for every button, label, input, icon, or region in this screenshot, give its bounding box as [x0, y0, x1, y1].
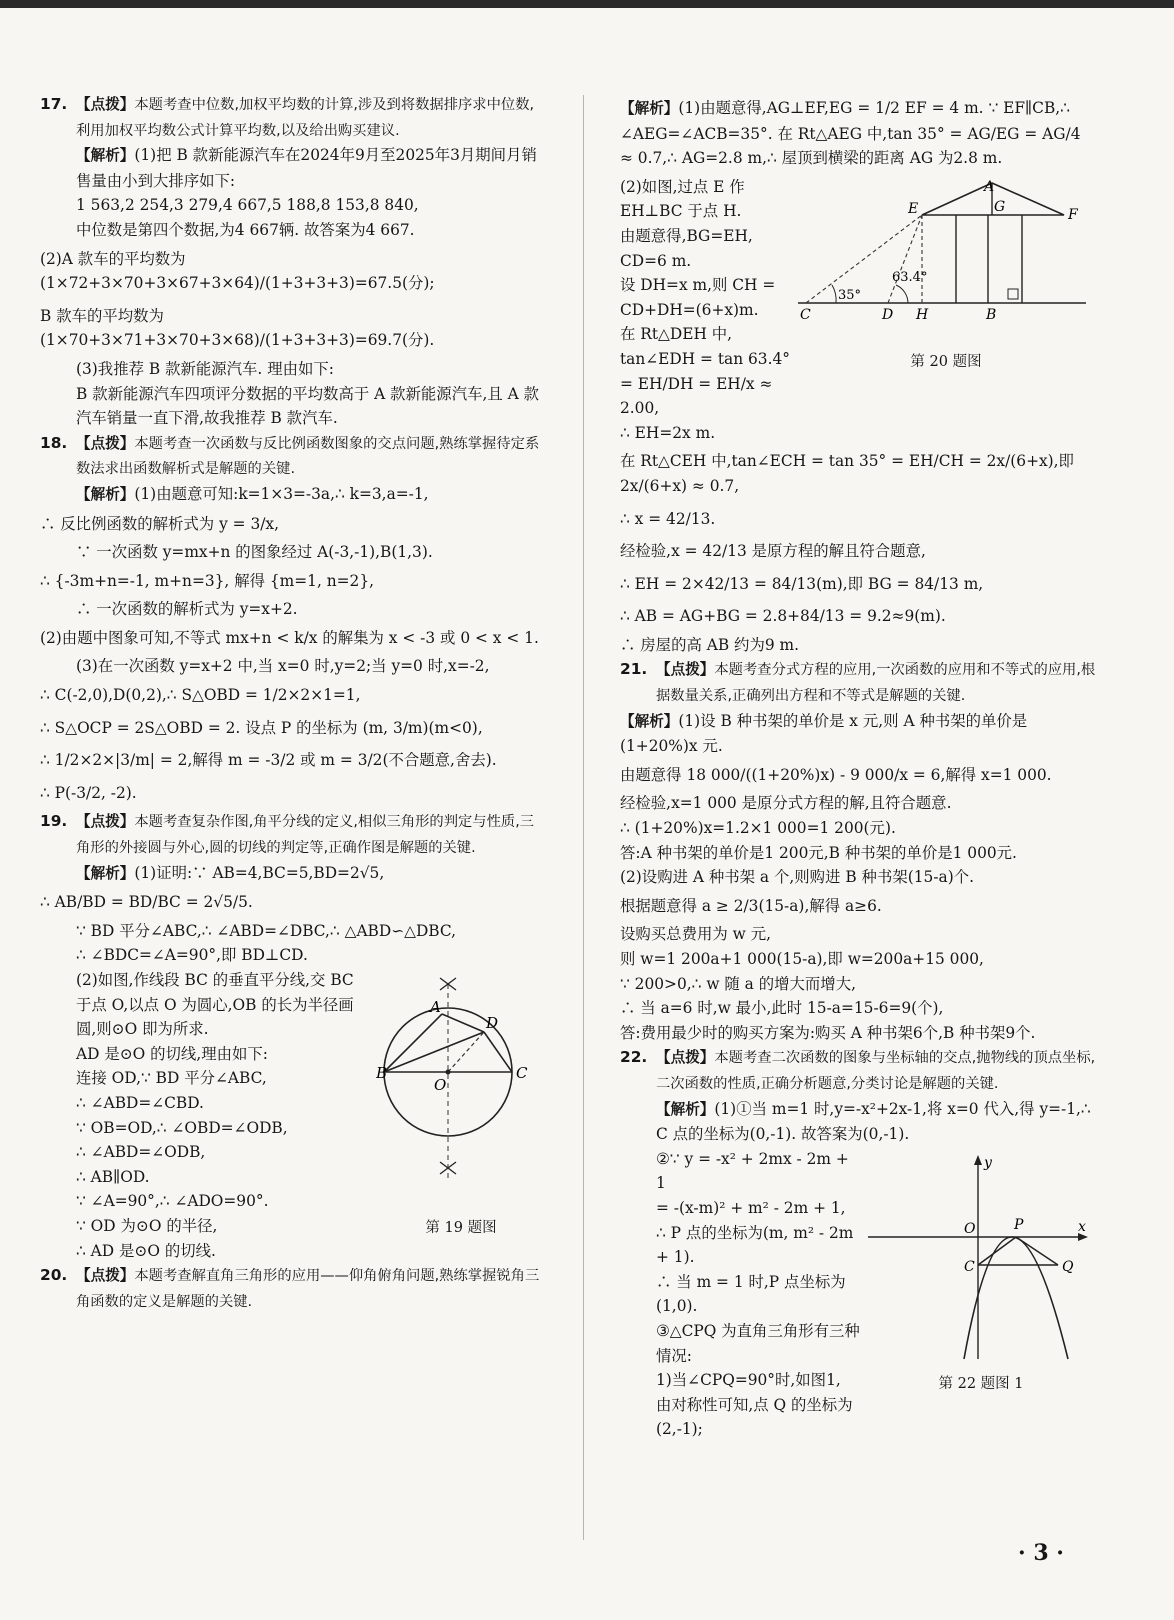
- line-text: (1)把 B 款新能源汽车在2024年9月至2025年3月期间月销售量由小到大排序如下:: [76, 146, 537, 190]
- label-o: O: [434, 1076, 447, 1094]
- text-line: [40, 243, 546, 300]
- segment-od: [448, 1032, 484, 1072]
- line-text: ∴ EH = 2×42/13 = 84/13(m),即 BG = 84/13 m,: [620, 574, 984, 593]
- text-line: [620, 709, 1096, 759]
- q20-figure-block: [620, 175, 1096, 446]
- line-text: ∴ (1+20%)x=1.2×1 000=1 200(元).: [620, 819, 896, 838]
- line-text: (1)证明:∵ AB=4,BC=5,BD=2√5,: [134, 863, 385, 882]
- text-line: [620, 633, 1096, 658]
- text-line: [40, 679, 546, 712]
- text-line: [620, 865, 1096, 890]
- text-line: ∴ EH=2x m.: [620, 423, 716, 442]
- text-line: 1)当∠CPQ=90°时,如图1,: [656, 1371, 841, 1390]
- hint-label: 【点拨】: [76, 96, 135, 113]
- hint-label: 【点拨】: [76, 1267, 135, 1285]
- label-h: H: [916, 306, 929, 323]
- line-text: 则 w=1 200a+1 000(15-a),即 w=200a+15 000,: [620, 950, 984, 968]
- text-line: ∴ P 点的坐标为(m, m² - 2m + 1).: [656, 1223, 854, 1267]
- text-line: [40, 943, 546, 968]
- text-line: [40, 92, 546, 143]
- label-g: G: [994, 198, 1006, 215]
- label-angle-35: 35°: [838, 287, 862, 303]
- line-text: (1)由题意得,AG⊥EF,EG = 1/2 EF = 4 m. ∵ EF∥CB,∴ ∠AEG=∠ACB=35°. 在 Rt△AEG 中,tan 35° = AG/EG = AG/4 ≈ 0.7,∴ AG=2.8 m,∴ 屋顶到横梁的距离 AG 为2.8 m.: [620, 99, 1081, 168]
- figure-22-caption: 第 22 题图 1: [938, 1376, 1024, 1393]
- label-f: F: [1068, 206, 1078, 223]
- line-text: ∴ 一次函数的解析式为 y=x+2.: [76, 600, 298, 619]
- label-b: B: [986, 306, 997, 323]
- text-line: ∴ 当 m = 1 时,P 点坐标为(1,0).: [656, 1272, 846, 1316]
- text-line: [620, 996, 1096, 1021]
- solution-label: 【解析】: [620, 712, 679, 730]
- question-number: 19.: [40, 812, 68, 831]
- line-text: (2)设购进 A 种书架 a 个,则购进 B 种书架(15-a)个.: [620, 868, 974, 887]
- q19-figure-block: [40, 968, 546, 1263]
- text-line: [620, 1021, 1096, 1046]
- question-number: 18.: [40, 433, 68, 452]
- text-line: [40, 431, 546, 482]
- solution-label: 【解析】: [76, 485, 135, 503]
- line-text: 本题考查一次函数与反比例函数图象的交点问题,熟练掌握待定系数法求出函数解析式是解题的关键.: [76, 435, 540, 478]
- line-text: ∴ ∠BDC=∠A=90°,即 BD⊥CD.: [76, 946, 308, 965]
- text-line: [620, 816, 1096, 841]
- line-text: ∴ AB = AG+BG = 2.8+84/13 = 9.2≈9(m).: [620, 607, 946, 626]
- label-c: C: [516, 1064, 528, 1082]
- label-c: C: [800, 306, 811, 323]
- line-text: 1 563,2 254,3 279,4 667,5 188,8 153,8 840,: [76, 196, 419, 215]
- text-line: 在 Rt△DEH 中,: [620, 325, 733, 344]
- text-line: [620, 503, 1096, 536]
- line-text: (3)我推荐 B 款新能源汽车. 理由如下:: [76, 359, 334, 378]
- line-text: 经检验,x = 42/13 是原方程的解且符合题意,: [620, 542, 926, 561]
- line-text: ∴ 房屋的高 AB 约为9 m.: [620, 635, 800, 654]
- text-line: = EH/DH = EH/x ≈ 2.00,: [620, 374, 773, 418]
- hint-label: 【点拨】: [76, 813, 135, 831]
- figure-19-caption: 第 19 题图: [425, 1219, 497, 1236]
- y-axis-arrow: [974, 1155, 982, 1165]
- line-text: (3)在一次函数 y=x+2 中,当 x=0 时,y=2;当 y=0 时,x=-2,: [76, 657, 490, 676]
- text-line: [620, 947, 1096, 972]
- label-x: x: [1078, 1218, 1086, 1235]
- segment-pq: [1016, 1237, 1058, 1265]
- text-line: [40, 300, 546, 357]
- figure-20-caption: 第 20 题图: [910, 354, 982, 371]
- line-text: ∴ x = 42/13.: [620, 509, 716, 528]
- label-a: A: [430, 998, 441, 1016]
- hint-label: 【点拨】: [656, 1049, 715, 1067]
- text-line: ∴ ∠ABD=∠CBD.: [76, 1093, 204, 1112]
- line-text: 根据题意得 a ≥ 2/3(15-a),解得 a≥6.: [620, 896, 882, 915]
- line-text: ∵ 一次函数 y=mx+n 的图象经过 A(-3,-1),B(1,3).: [76, 543, 433, 562]
- left-column: [40, 92, 546, 1314]
- figure-19-svg: [376, 970, 546, 1210]
- segment-bd: [384, 1032, 484, 1072]
- scan-top-edge: [0, 0, 1174, 8]
- line-text: 设购买总费用为 w 元,: [620, 925, 771, 944]
- angle-arc-d: [896, 285, 908, 303]
- text-line: [620, 972, 1096, 997]
- angle-arc-c: [832, 285, 836, 303]
- line-text: 本题考查二次函数的图象与坐标轴的交点,抛物线的顶点坐标,二次函数的性质,正确分析题意,分类讨论是解题的关键.: [656, 1050, 1096, 1092]
- text-line: [40, 654, 546, 679]
- right-column: [620, 92, 1096, 1442]
- question-number: 20.: [40, 1266, 68, 1285]
- text-line: [40, 540, 546, 565]
- text-line: ∴ AD 是⊙O 的切线.: [76, 1241, 216, 1260]
- hint-label: 【点拨】: [76, 434, 135, 452]
- page-number: · 3 ·: [1018, 1540, 1064, 1566]
- label-d: D: [486, 1014, 499, 1032]
- solution-label: 【解析】: [76, 147, 135, 165]
- solution-label: 【解析】: [656, 1100, 715, 1118]
- question-number: 21.: [620, 660, 648, 679]
- line-text: 答:A 种书架的单价是1 200元,B 种书架的单价是1 000元.: [620, 843, 1017, 862]
- text-line: [40, 565, 546, 598]
- line-text: 由题意得 18 000/((1+20%)x) - 9 000/x = 6,解得 x=1 000.: [620, 765, 1052, 784]
- text-line: [40, 597, 546, 622]
- label-p: P: [1014, 1216, 1024, 1233]
- text-line: [40, 357, 546, 382]
- line-text: ∵ 200>0,∴ w 随 a 的增大而增大,: [620, 974, 856, 993]
- text-line: [620, 1097, 1096, 1147]
- q22-figure-block: [620, 1147, 1096, 1442]
- text-line: ②∵ y = -x² + 2mx - 2m + 1: [656, 1149, 849, 1193]
- text-line: [620, 445, 1096, 502]
- label-b: B: [376, 1064, 388, 1082]
- line-text: ∴ 当 a=6 时,w 最小,此时 15-a=15-6=9(个),: [620, 999, 944, 1018]
- text-line: 设 DH=x m,则 CH =: [620, 276, 776, 295]
- line-text: ∵ BD 平分∠ABC,∴ ∠ABD=∠DBC,∴ △ABD∽△DBC,: [76, 921, 456, 940]
- text-line: [40, 143, 546, 193]
- text-line: ∵ OB=OD,∴ ∠OBD=∠ODB,: [76, 1118, 288, 1137]
- text-line: [620, 535, 1096, 568]
- text-line: [40, 861, 546, 887]
- line-text: 本题考查分式方程的应用,一次函数的应用和不等式的应用,根据数量关系,正确列出方程和不等式是解题的关键.: [656, 662, 1096, 705]
- figure-20-svg: [796, 177, 1096, 345]
- label-y: y: [984, 1154, 992, 1171]
- parabola: [964, 1237, 1068, 1359]
- sight-line-de: [888, 215, 922, 303]
- text-line: ∵ ∠A=90°,∴ ∠ADO=90°.: [76, 1192, 269, 1211]
- hint-label: 【点拨】: [656, 661, 715, 679]
- text-line: [620, 657, 1096, 708]
- figure-22: [866, 1149, 1096, 1395]
- line-text: 本题考查复杂作图,角平分线的定义,相似三角形的判定与性质,三角形的外接圆与外心,圆的切线的判定等,正确作图是解题的关键.: [76, 814, 535, 857]
- label-e: E: [908, 200, 919, 217]
- text-line: [40, 777, 546, 810]
- label-angle-63: 63.4°: [892, 269, 928, 285]
- text-line: [40, 1263, 546, 1314]
- point-o: [446, 1070, 451, 1075]
- text-line: CD+DH=(6+x)m.: [620, 300, 759, 319]
- sight-line-ce: [806, 215, 922, 303]
- text-line: [620, 841, 1096, 866]
- line-text: B 款车的平均数为(1×70+3×71+3×70+3×68)/(1+3+3+3)=69.7(分).: [40, 306, 435, 350]
- text-line: [40, 218, 546, 243]
- line-text: ∴ 1/2×2×|3/m| = 2,解得 m = -3/2 或 m = 3/2(不合题意,舍去).: [40, 751, 497, 770]
- text-line: [620, 791, 1096, 816]
- text-line: [620, 890, 1096, 923]
- solution-label: 【解析】: [76, 864, 135, 882]
- text-line: [40, 919, 546, 944]
- line-text: 本题考查中位数,加权平均数的计算,涉及到将数据排序求中位数,利用加权平均数公式计算平均数,以及给出购买建议.: [76, 97, 535, 139]
- text-line: [40, 809, 546, 860]
- text-line: [620, 568, 1096, 601]
- line-text: ∴ S△OCP = 2S△OBD = 2. 设点 P 的坐标为 (m, 3/m)(m<0),: [40, 718, 483, 737]
- text-line: ③△CPQ 为直角三角形有三种情况:: [656, 1321, 860, 1365]
- line-text: B 款新能源汽车四项评分数据的平均数高于 A 款新能源汽车,且 A 款汽车销量一直下滑,故我推荐 B 款汽车.: [76, 384, 540, 428]
- text-line: [620, 1045, 1096, 1096]
- label-o: O: [964, 1220, 976, 1237]
- segment-ab: [384, 1014, 442, 1072]
- text-line: [620, 922, 1096, 947]
- text-line: [40, 712, 546, 745]
- line-text: 中位数是第四个数据,为4 667辆. 故答案为4 667.: [76, 220, 415, 239]
- solution-label: 【解析】: [620, 100, 679, 117]
- text-line: ∴ AB∥OD.: [76, 1167, 150, 1186]
- label-a: A: [984, 178, 995, 195]
- figure-19: [376, 970, 546, 1238]
- label-c: C: [964, 1258, 975, 1275]
- text-line: ∵ OD 为⊙O 的半径,: [76, 1216, 218, 1235]
- text-line: ∴ ∠ABD=∠ODB,: [76, 1143, 206, 1162]
- right-angle-b: [1008, 289, 1018, 299]
- text-line: (2)如图,过点 E 作 EH⊥BC 于点 H.: [620, 177, 745, 221]
- line-text: (2)A 款车的平均数为(1×72+3×70+3×67+3×64)/(1+3+3+3)=67.5(分);: [40, 249, 435, 293]
- text-line: [40, 193, 546, 218]
- text-line: 由对称性可知,点 Q 的坐标为(2,-1);: [656, 1395, 853, 1439]
- segment-dc: [484, 1032, 512, 1072]
- label-d: D: [882, 306, 894, 323]
- question-number: 22.: [620, 1048, 648, 1067]
- text-line: [40, 382, 546, 431]
- line-text: ∴ {-3m+n=-1, m+n=3}, 解得 {m=1, n=2},: [40, 571, 375, 590]
- line-text: ∴ C(-2,0),D(0,2),∴ S△OBD = 1/2×2×1=1,: [40, 686, 361, 705]
- text-line: [40, 482, 546, 508]
- figure-22-svg: [866, 1149, 1096, 1367]
- text-line: CD=6 m.: [620, 251, 692, 270]
- line-text: 在 Rt△CEH 中,tan∠ECH = tan 35° = EH/CH = 2x/(6+x),即 2x/(6+x) ≈ 0.7,: [620, 452, 1074, 495]
- figure-20: [796, 177, 1096, 373]
- text-line: [40, 886, 546, 919]
- line-text: ∴ 反比例函数的解析式为 y = 3/x,: [40, 514, 280, 533]
- text-line: (2)如图,作线段 BC 的垂直平分线,交 BC 于点 O,以点 O 为圆心,OB 的长为半径画圆,则⊙O 即为所求.: [76, 971, 354, 1039]
- text-line: = -(x-m)² + m² - 2m + 1,: [656, 1198, 846, 1217]
- line-text: (1)由题意可知:k=1×3=-3a,∴ k=3,a=-1,: [134, 484, 429, 503]
- line-text: (1)①当 m=1 时,y=-x²+2x-1,将 x=0 代入,得 y=-1,∴ C 点的坐标为(0,-1). 故答案为(0,-1).: [656, 1099, 1091, 1144]
- text-line: AD 是⊙O 的切线,理由如下:: [76, 1044, 268, 1063]
- text-line: 连接 OD,∵ BD 平分∠ABC,: [76, 1069, 267, 1088]
- line-text: 答:费用最少时的购买方案为:购买 A 种书架6个,B 种书架9个.: [620, 1023, 1036, 1042]
- line-text: (1)设 B 种书架的单价是 x 元,则 A 种书架的单价是(1+20%)x 元.: [620, 711, 1028, 756]
- text-line: 由题意得,BG=EH,: [620, 226, 753, 245]
- line-text: 经检验,x=1 000 是原分式方程的解,且符合题意.: [620, 794, 952, 813]
- text-line: [620, 92, 1096, 175]
- line-text: 本题考查解直角三角形的应用——仰角俯角问题,熟练掌握锐角三角函数的定义是解题的关键.: [76, 1268, 540, 1310]
- text-line: [40, 622, 546, 655]
- text-line: [620, 600, 1096, 633]
- text-line: [40, 744, 546, 777]
- text-line: tan∠EDH = tan 63.4°: [620, 349, 790, 368]
- text-line: [40, 508, 546, 541]
- line-text: (2)由题中图象可知,不等式 mx+n < k/x 的解集为 x < -3 或 0 < x < 1.: [40, 628, 539, 647]
- question-number: 17.: [40, 95, 68, 113]
- line-text: ∴ P(-3/2, -2).: [40, 783, 137, 802]
- segment-cp: [978, 1237, 1016, 1265]
- column-divider: [583, 95, 584, 1540]
- line-text: ∴ AB/BD = BD/BC = 2√5/5.: [40, 893, 253, 912]
- label-q: Q: [1062, 1258, 1074, 1275]
- text-line: [620, 759, 1096, 792]
